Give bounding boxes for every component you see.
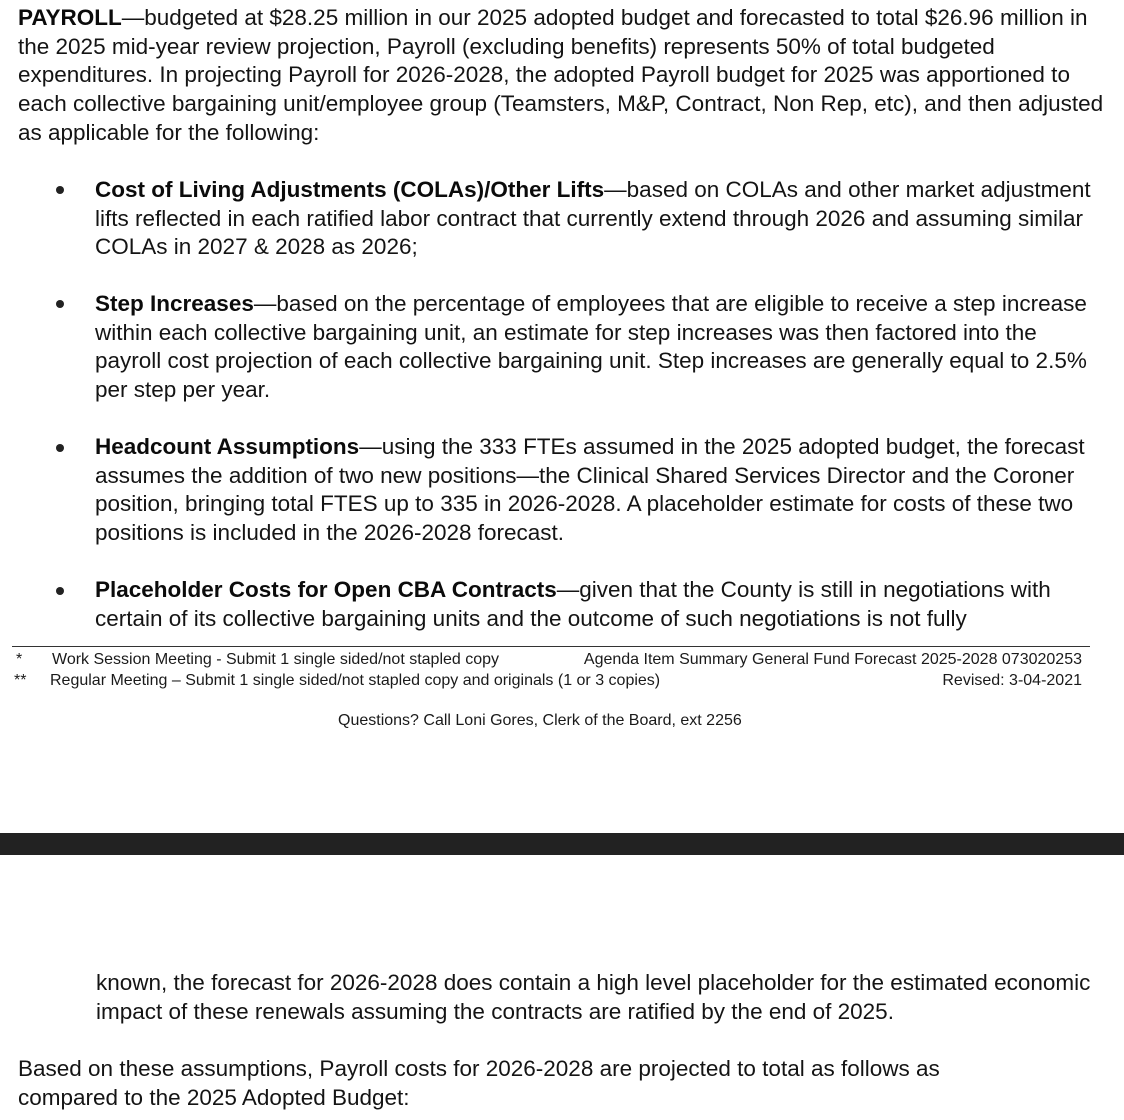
- payroll-intro-text: —budgeted at $28.25 million in our 2025 adopted budget and forecasted to total $26.96 million in the 2025 mid-year review projection, Payroll (excluding benefits) represents 50% of total budgeted expenditures. In projecting Payroll for 2026-2028, the adopted Payroll budget for 2025 was apportioned to each collective bargaining unit/employee group (Teamsters, M&P, Contract, Non Rep, etc), and then adjusted as applicable for the following:: [18, 5, 1104, 145]
- footnote-regular-meeting: Regular Meeting – Submit 1 single sided/not stapled copy and originals (1 or 3 copies): [50, 672, 661, 689]
- footer-questions-contact: Questions? Call Loni Gores, Clerk of the Board, ext 2256: [338, 712, 742, 729]
- payroll-heading: PAYROLL: [18, 5, 122, 30]
- payroll-projection-paragraph: Based on these assumptions, Payroll costs for 2026-2028 are projected to total as follows as compared to the 2025 Adopted Budget:: [18, 1056, 940, 1110]
- bullet-icon: [56, 587, 64, 595]
- bullet-headcount-text: —using the 333 FTEs assumed in the 2025 adopted budget, the forecast assumes the addition of two new positions—the Clinical Shared Services Director and the Coroner position, bringing total FTES up to 335 in 2026-2028. A placeholder estimate for costs of these two positions is included in the 2026-2028 forecast.: [95, 434, 1085, 546]
- bullet-headcount-title: Headcount Assumptions: [95, 434, 360, 459]
- footnote-work-session: Work Session Meeting - Submit 1 single sided/not stapled copy: [52, 651, 500, 668]
- bullet-icon: [56, 300, 64, 308]
- bullet-icon: [56, 444, 64, 452]
- bullet-colas-text: —based on COLAs and other market adjustment lifts reflected in each ratified labor contract that currently extend through 2026 and assuming similar COLAs in 2027 & 2028 as 2026;: [95, 177, 1091, 260]
- bullet-colas: [95, 176, 1095, 262]
- bullet-step-increases-text: —based on the percentage of employees that are eligible to receive a step increase within each collective bargaining unit, an estimate for step increases was then factored into the payroll cost projection of each collective bargaining unit. Step increases are generally equal to 2.5% per step per year.: [95, 291, 1087, 403]
- bullet-icon: [56, 186, 64, 194]
- footnote-mark-1: *: [16, 651, 23, 668]
- footnote-mark-2: **: [14, 672, 27, 689]
- bullet-step-increases: [95, 290, 1095, 405]
- bullet-open-cba: [95, 576, 1095, 633]
- footer-divider: [12, 646, 1090, 647]
- bullet-open-cba-text: —given that the County is still in negotiations with certain of its collective bargaining units and the outcome of such negotiations is not fully: [95, 577, 1051, 631]
- bullet-open-cba-continuation: known, the forecast for 2026-2028 does contain a high level placeholder for the estimated economic impact of these renewals assuming the contracts are ratified by the end of 2025.: [96, 970, 1091, 1024]
- page-break-bar: [0, 833, 1124, 855]
- bullet-step-increases-title: Step Increases: [95, 291, 254, 316]
- bullet-colas-title: Cost of Living Adjustments (COLAs)/Other Lifts: [95, 177, 605, 202]
- footnote-agenda-item: Agenda Item Summary General Fund Forecast 2025-2028 073020253: [583, 651, 1082, 668]
- bullet-open-cba-title: Placeholder Costs for Open CBA Contracts: [95, 577, 557, 602]
- bullet-headcount: [95, 433, 1095, 548]
- footnote-revised-date: Revised: 3-04-2021: [942, 672, 1082, 689]
- payroll-intro-paragraph: [18, 4, 1113, 148]
